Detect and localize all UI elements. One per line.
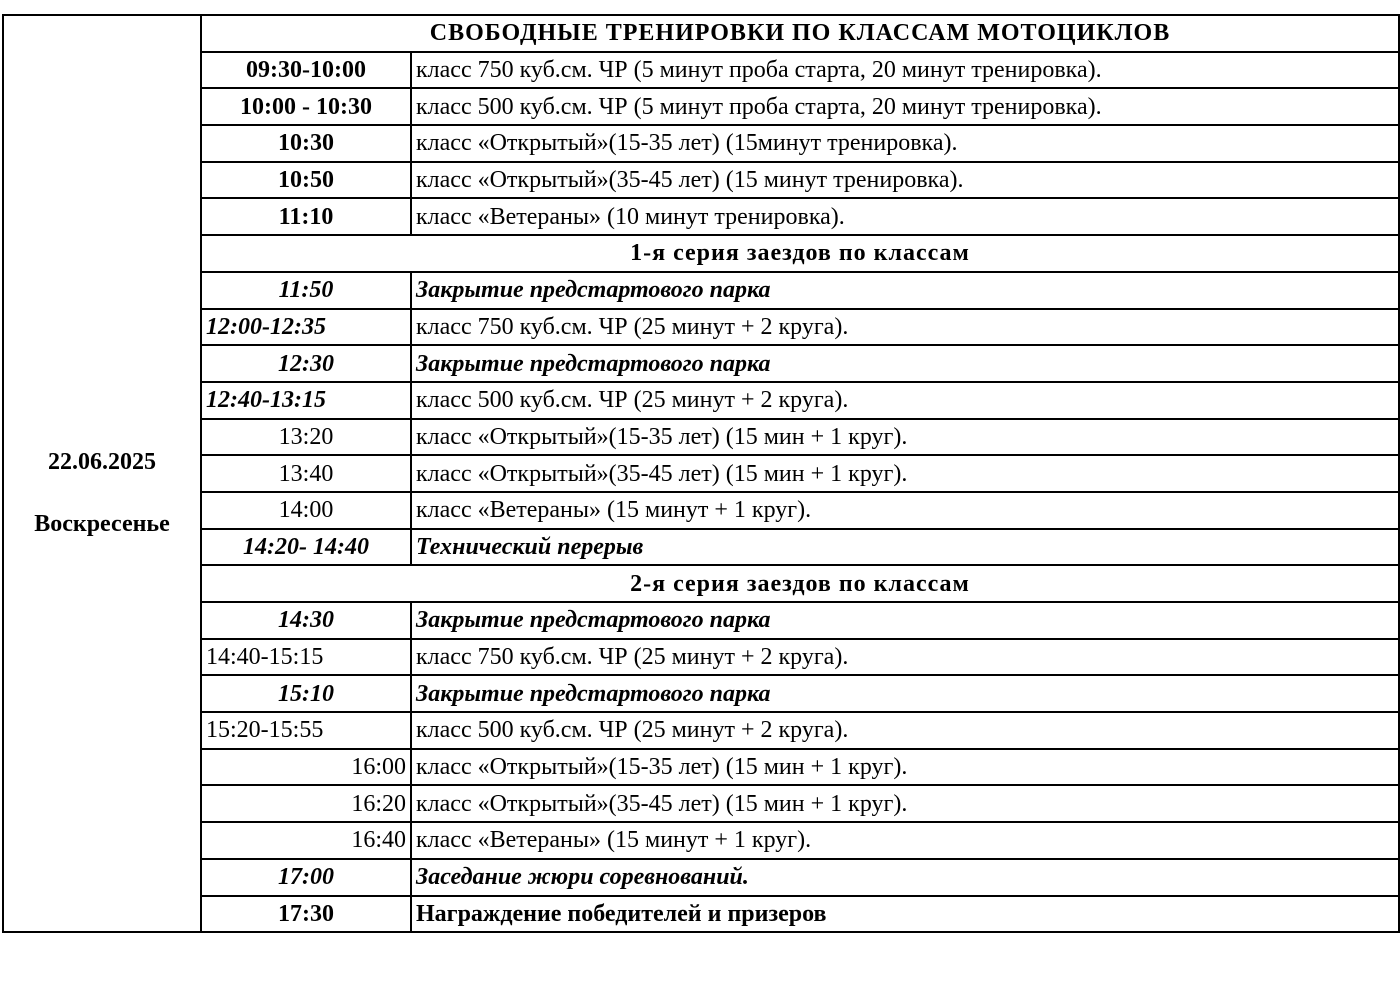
event-cell: Заседание жюри соревнований. [411,859,1399,896]
table-row [3,235,1399,272]
table-row [3,455,1399,492]
event-cell: класс 500 куб.см. ЧР (5 минут проба старта, 20 минут тренировка). [411,88,1399,125]
table-row [3,712,1399,749]
time-cell: 15:20-15:55 [201,712,411,749]
table-row [3,785,1399,822]
event-cell: класс «Открытый»(35-45 лет) (15 мин + 1 круг). [411,785,1399,822]
table-row [3,272,1399,309]
event-cell: класс 750 куб.см. ЧР (25 минут + 2 круга). [411,639,1399,676]
table-row [3,198,1399,235]
table-row [3,52,1399,89]
event-cell: класс «Открытый»(15-35 лет) (15 мин + 1 круг). [411,749,1399,786]
event-cell: класс «Открытый»(35-45 лет) (15 минут тренировка). [411,162,1399,199]
section-header-free-practice: СВОБОДНЫЕ ТРЕНИРОВКИ ПО КЛАССАМ МОТОЦИКЛОВ [201,15,1399,52]
event-cell: Технический перерыв [411,529,1399,566]
time-cell: 10:00 - 10:30 [201,88,411,125]
table-row [3,162,1399,199]
section-header-series-1: 1-я серия заездов по классам [201,235,1399,272]
time-cell: 16:00 [201,749,411,786]
event-cell: класс «Открытый»(15-35 лет) (15минут тренировка). [411,125,1399,162]
event-cell: Закрытие предстартового парка [411,345,1399,382]
table-row [3,749,1399,786]
table-row [3,88,1399,125]
table-row [3,565,1399,602]
event-cell: класс «Ветераны» (10 минут тренировка). [411,198,1399,235]
table-row [3,675,1399,712]
event-cell: класс «Открытый»(15-35 лет) (15 мин + 1 круг). [411,419,1399,456]
time-cell: 12:30 [201,345,411,382]
time-cell: 14:40-15:15 [201,639,411,676]
schedule-table [2,14,1400,933]
time-cell: 10:30 [201,125,411,162]
table-row [3,345,1399,382]
table-row [3,602,1399,639]
time-cell: 15:10 [201,675,411,712]
time-cell: 13:20 [201,419,411,456]
time-cell: 14:20- 14:40 [201,529,411,566]
time-cell: 14:00 [201,492,411,529]
table-row [3,309,1399,346]
time-cell: 16:20 [201,785,411,822]
table-row [3,859,1399,896]
event-cell: класс «Открытый»(35-45 лет) (15 мин + 1 круг). [411,455,1399,492]
event-cell: Закрытие предстартового парка [411,602,1399,639]
event-cell: класс «Ветераны» (15 минут + 1 круг). [411,822,1399,859]
section-header-series-2: 2-я серия заездов по классам [201,565,1399,602]
time-cell: 14:30 [201,602,411,639]
table-row [3,529,1399,566]
event-cell: класс 500 куб.см. ЧР (25 минут + 2 круга). [411,712,1399,749]
day-cell [3,15,201,932]
weekday-label: Воскресенье [34,510,170,537]
table-row [3,492,1399,529]
time-cell: 12:00-12:35 [201,309,411,346]
table-row [3,125,1399,162]
time-cell: 16:40 [201,822,411,859]
table-row [3,639,1399,676]
time-cell: 17:00 [201,859,411,896]
event-cell: класс «Ветераны» (15 минут + 1 круг). [411,492,1399,529]
table-row [3,896,1399,933]
time-cell: 17:30 [201,896,411,933]
time-cell: 09:30-10:00 [201,52,411,89]
date-label: 22.06.2025 [48,448,156,475]
event-cell: Закрытие предстартового парка [411,675,1399,712]
table-row [3,419,1399,456]
event-cell: класс 750 куб.см. ЧР (25 минут + 2 круга). [411,309,1399,346]
event-cell: класс 750 куб.см. ЧР (5 минут проба старта, 20 минут тренировка). [411,52,1399,89]
time-cell: 11:50 [201,272,411,309]
time-cell: 11:10 [201,198,411,235]
table-row [3,822,1399,859]
event-cell: Награждение победителей и призеров [411,896,1399,933]
time-cell: 13:40 [201,455,411,492]
time-cell: 12:40-13:15 [201,382,411,419]
time-cell: 10:50 [201,162,411,199]
table-row [3,15,1399,52]
table-row [3,382,1399,419]
event-cell: класс 500 куб.см. ЧР (25 минут + 2 круга). [411,382,1399,419]
event-cell: Закрытие предстартового парка [411,272,1399,309]
